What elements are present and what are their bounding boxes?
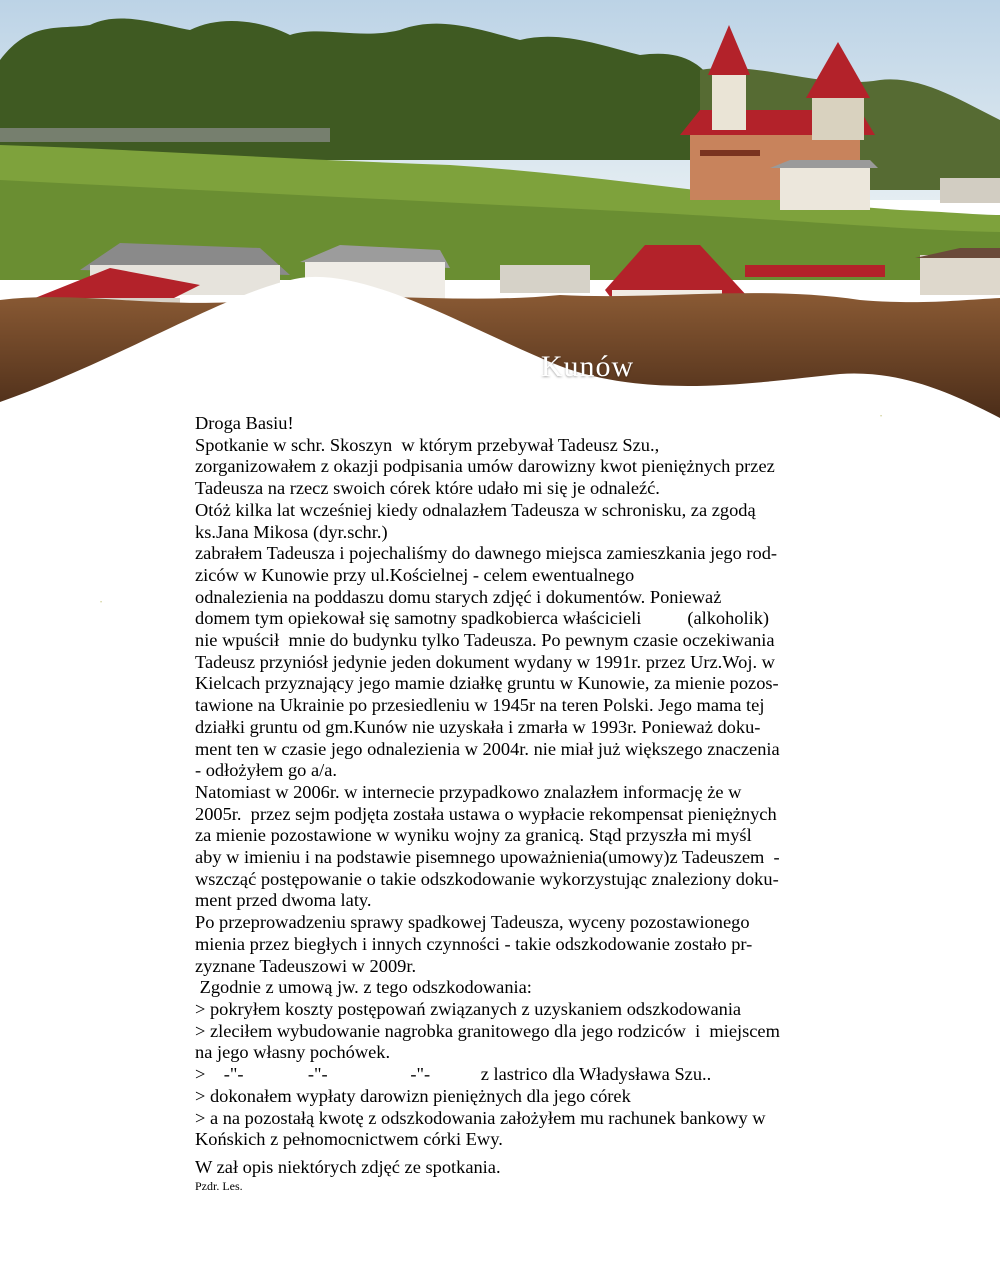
letter-line: > zleciłem wybudowanie nagrobka granitowego dla jego rodziców i miejscem	[195, 1020, 780, 1041]
closing-line: W zał opis niektórych zdjęć ze spotkania.	[195, 1156, 501, 1177]
letter-line: > -"- -"- -"- z lastrico dla Władysława Szu..	[195, 1064, 712, 1085]
letter-line: Tadeusz przyniósł jedynie jeden dokument wydany w 1991r. przez Urz.Woj. w	[195, 651, 775, 672]
letter-line: ziców w Kunowie przy ul.Kościelnej - celem ewentualnego	[195, 564, 635, 585]
letter-line: zorganizowałem z okazji podpisania umów darowizny kwot pieniężnych przez	[195, 456, 775, 477]
letter-line: domem tym opiekował się samotny spadkobierca właścicieli (alkoholik)	[195, 608, 770, 629]
letter-line: - odłożyłem go a/a.	[195, 760, 337, 781]
letter-line: Po przeprowadzeniu sprawy spadkowej Tadeusza, wyceny pozostawionego	[195, 912, 750, 933]
cemetery	[0, 128, 330, 142]
letter-line: wszcząć postępowanie o takie odszkodowanie wykorzystując znaleziony doku-	[195, 868, 779, 889]
signature: Pzdr. Les.	[195, 1178, 243, 1193]
letter-line: ks.Jana Mikosa (dyr.schr.)	[195, 521, 388, 542]
letter-line: odnalezienia na poddaszu domu starych zdjęć i dokumentów. Ponieważ	[195, 586, 722, 607]
letter-line: aby w imieniu i na podstawie pisemnego upoważnienia(umowy)z Tadeuszem -	[195, 847, 780, 868]
letter-line: działki gruntu od gm.Kunów nie uzyskała i zmarła w 1993r. Ponieważ doku-	[195, 716, 761, 737]
letter-line: > a na pozostałą kwotę z odszkodowania założyłem mu rachunek bankowy w	[195, 1107, 766, 1128]
letter-line: Końskich z pełnomocnictwem córki Ewy.	[195, 1129, 503, 1150]
letter-line: nie wpuścił mnie do budynku tylko Tadeusza. Po pewnym czasie oczekiwania	[195, 630, 775, 651]
letter-line: ment ten w czasie jego odnalezienia w 2004r. nie miał już większego znaczenia	[195, 738, 780, 759]
letter-line: zyznane Tadeuszowi w 2009r.	[195, 955, 417, 976]
letter-line: na jego własny pochówek.	[195, 1042, 391, 1063]
letter-line: mienia przez biegłych i innych czynności - takie odszkodowanie zostało pr-	[195, 933, 753, 954]
letter-line: Droga Basiu!	[195, 413, 294, 433]
letter-line: > dokonałem wypłaty darowizn pieniężnych dla jego córek	[195, 1085, 631, 1106]
page-title: Kunów	[540, 350, 635, 383]
letter-line: zabrałem Tadeusza i pojechaliśmy do dawnego miejsca zamieszkania jego rod-	[195, 543, 778, 564]
stray-mark: •	[100, 600, 103, 606]
letter-line: ment przed dwoma laty.	[195, 890, 372, 911]
letter-line: Otóż kilka lat wcześniej kiedy odnalazłem Tadeusza w schronisku, za zgodą	[195, 499, 756, 520]
letter-line: Zgodnie z umową jw. z tego odszkodowania:	[195, 977, 532, 998]
letter-line: Natomiast w 2006r. w internecie przypadkowo znalazłem informację że w	[195, 781, 742, 802]
letter-line: Spotkanie w schr. Skoszyn w którym przebywał Tadeusz Szu.,	[195, 434, 660, 455]
letter-line: Kielcach przyznający jego mamie działkę gruntu w Kunowie, za mienie pozos-	[195, 673, 779, 694]
letter-line: 2005r. przez sejm podjęta została ustawa o wypłacie rekompensat pieniężnych	[195, 803, 777, 824]
stray-mark: •	[880, 414, 883, 420]
letter-line: Tadeusza na rzecz swoich córek które udało mi się je odnaleźć.	[195, 478, 660, 499]
letter-line: za mienie pozostawione w wyniku wojny za granicą. Stąd przyszła mi myśl	[195, 825, 752, 846]
letter-line: > pokryłem koszty postępowań związanych z uzyskaniem odszkodowania	[195, 998, 742, 1019]
letter-line: tawione na Ukrainie po przesiedleniu w 1945r na teren Polski. Jego mama tej	[195, 695, 765, 716]
letter-body	[195, 413, 955, 1193]
